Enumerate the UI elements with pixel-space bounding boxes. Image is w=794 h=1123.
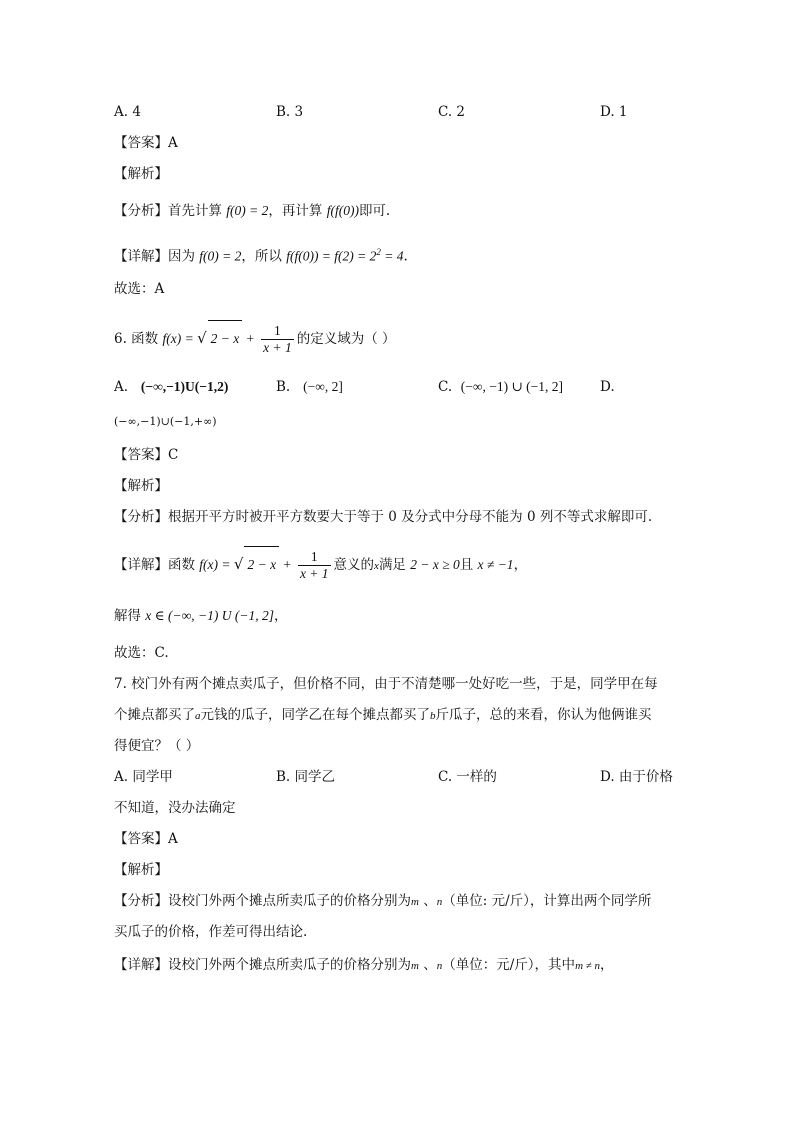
detail-tag: 【详解】 [114,557,168,573]
fenxi-text: 设校门外两个摊点所卖瓜子的价格分别为 [168,893,411,909]
math-expr: f(0) = 2 [199,248,242,264]
fenxi-text: （单位: 元/斤），计算出两个同学所 [442,893,652,909]
math-expr: x ≠ −1 [477,557,514,572]
math-var: a [195,710,201,722]
q7-option-b: B. 同学乙 [276,769,336,785]
option-label: A. [114,379,129,395]
q6-stem [114,320,396,357]
fenxi-tag: 【分析】 [114,509,168,525]
math-expr: = 4 [380,248,404,264]
radicand: 2 − x [208,320,243,357]
stem-text: 的定义域为（ ） [296,331,396,347]
fenxi-text: ，再计算 [268,203,323,219]
q5-fenxi-line [114,201,390,221]
detail-tag: 【详解】 [114,957,168,973]
stem-text: 元钱的瓜子，同学乙在每个摊点都买了 [200,707,430,723]
radicand: 2 − x [244,546,279,583]
q6-solve-line [114,606,287,626]
q6-fenxi-line [114,507,652,527]
q5-option-b: B. 3 [276,104,304,120]
option-value: (−∞, −1) ∪ (−1, 2] [460,379,563,394]
q6-conclusion: 故选：C. [114,645,169,661]
numerator: 1 [298,549,331,566]
q7-answer-line [114,829,178,849]
detail-text: 、 [418,957,437,973]
math-expr: + [279,557,295,572]
sqrt-icon: √ [197,329,207,347]
math-var: m [411,960,419,972]
math-var: n [436,896,443,908]
math-superscript: 2 [376,247,381,257]
q7-stem-line1: 7. 校门外有两个摊点卖瓜子，但价格不同，由于不清楚哪一处好吃一些，于是，同学甲在每 [114,676,658,692]
q5-answer-line [114,133,178,153]
math-var: m [411,896,419,908]
detail-text: ， [513,557,528,573]
fenxi-tag: 【分析】 [114,893,168,909]
q7-stem-line3: 得便宜？（ ） [114,738,200,754]
q7-analysis-tag: 【解析】 [114,862,168,878]
q5-conclusion: 故选：A [114,281,165,297]
fenxi-text: 即可. [358,203,391,219]
q7-detail-line [114,955,614,976]
detail-tag: 【详解】 [114,248,168,265]
q7-option-d: D. 由于价格 [600,769,673,785]
detail-text: 且 [459,557,474,573]
detail-text: ， [600,957,614,973]
q5-analysis-tag: 【解析】 [114,166,168,182]
q7-option-c: C. 一样的 [438,769,497,785]
q5-option-a: A. 4 [114,104,141,120]
answer-value: A [168,135,178,151]
numerator: 1 [261,323,294,340]
q6-answer-line [114,445,178,465]
fenxi-tag: 【分析】 [114,203,168,219]
option-value: (−∞,−1)U(−1,2) [140,379,229,394]
denominator: x + 1 [263,340,292,355]
detail-text: 因为 [168,248,195,265]
stem-text: 个摊点都买了 [114,707,195,723]
fenxi-text: 、 [418,893,437,909]
q6-detail-line [114,546,527,584]
q6-option-d-value: (−∞,−1)∪(−1,+∞) [114,415,217,428]
math-expr: f(f(0)) = f(2) = 2 [286,248,377,264]
math-var: x [374,560,379,572]
detail-text: （单位：元/斤），其中 [442,957,576,973]
detail-text: . [403,248,408,265]
option-value: (−∞, 2] [303,379,343,394]
math-expr: f(x) = [199,557,234,572]
q7-fenxi-line2: 买瓜子的价格，作差可得出结论. [114,924,308,940]
math-expr: f(0) = 2 [226,203,269,218]
answer-tag: 【答案】 [114,831,168,847]
answer-tag: 【答案】 [114,447,168,463]
detail-text: 满足 [378,557,406,573]
answer-tag: 【答案】 [114,135,168,151]
math-expr: f(f(0)) [326,203,359,218]
math-var: b [430,710,436,722]
detail-text: 设校门外两个摊点所卖瓜子的价格分别为 [168,957,411,973]
fraction [298,549,331,582]
sqrt-icon: √ [233,555,244,573]
q7-option-a: A. 同学甲 [114,769,173,785]
math-var: n [436,960,443,972]
q7-option-d-cont: 不知道，没办法确定 [114,800,236,816]
math-expr: f(x) = [162,331,198,346]
q7-stem-line2 [114,705,652,726]
solve-text: 解得 [114,608,141,624]
stem-text: 斤瓜子，总的来看，你认为他俩谁买 [435,707,652,723]
detail-text: 函数 [168,557,195,573]
detail-text: 意义的 [333,557,375,573]
q5-option-c: C. 2 [438,104,466,120]
q6-option-a [114,377,228,397]
answer-value: C [168,447,179,463]
fraction [261,323,294,356]
q6-option-d-label: D. [600,379,615,395]
detail-text: ，所以 [241,248,282,265]
math-expr: m ≠ n [575,960,601,972]
q6-analysis-tag: 【解析】 [114,478,168,494]
denominator: x + 1 [299,566,329,581]
q7-fenxi-line1 [114,891,651,912]
q5-detail-line [114,242,408,267]
q6-option-b [276,377,343,397]
math-expr: 2 − x ≥ 0 [410,557,460,572]
stem-text: 6. 函数 [114,331,159,347]
math-expr: x ∈ (−∞, −1) U (−1, 2] [145,608,274,623]
option-label: B. [276,379,291,395]
fenxi-text: 根据开平方时被开平方数要大于等于 0 及分式中分母不能为 0 列不等式求解即可. [168,509,653,525]
solve-text: ， [273,608,288,624]
q6-option-c [438,377,563,397]
fenxi-text: 首先计算 [168,203,222,219]
answer-value: A [168,831,178,847]
q5-option-d: D. 1 [600,104,628,120]
option-label: C. [438,379,453,395]
math-expr: + [242,331,259,346]
